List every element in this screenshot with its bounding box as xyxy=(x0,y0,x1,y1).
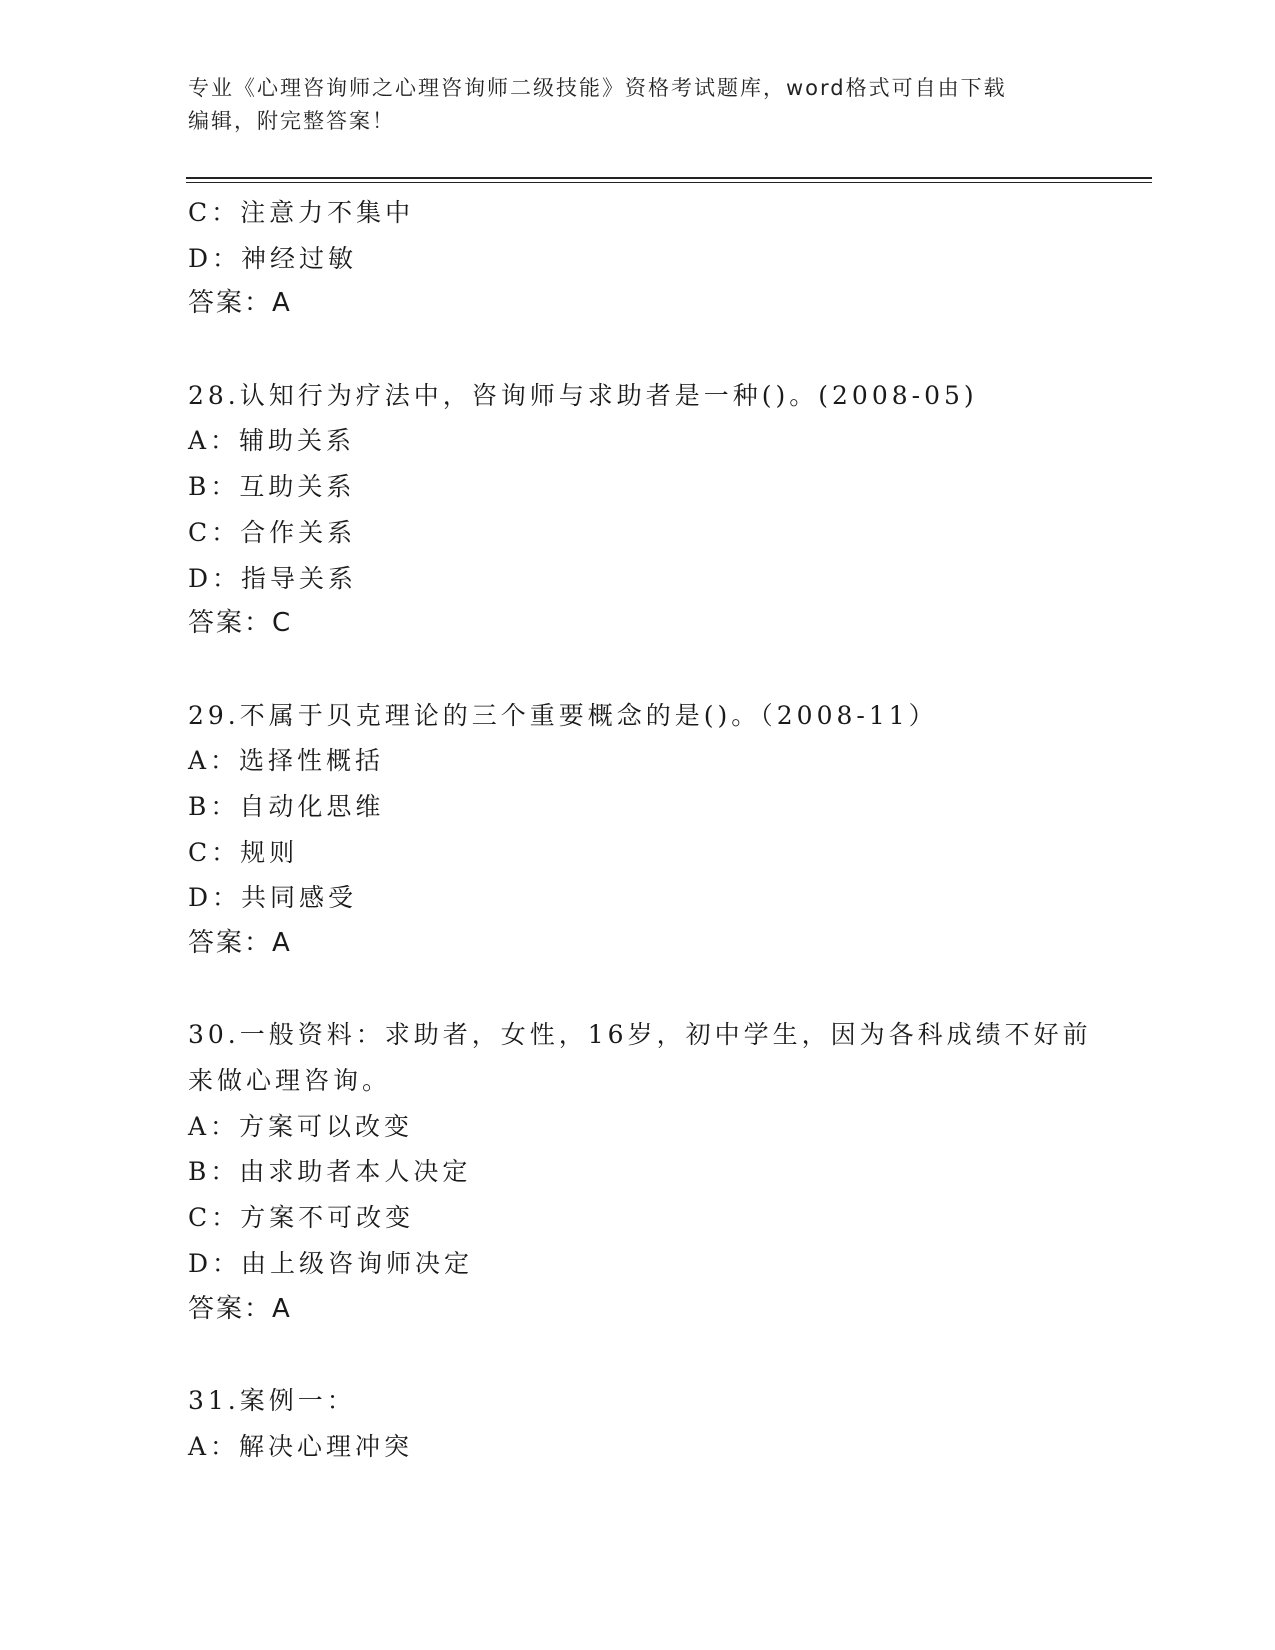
answer-label: 答案：A xyxy=(188,1293,292,1324)
question-31 xyxy=(188,1378,1088,1469)
answer-label: 答案：A xyxy=(188,928,292,958)
option-a: A：辅助关系 xyxy=(188,426,356,456)
question-29 xyxy=(188,693,1088,967)
header-line-2: 编辑，附完整答案！ xyxy=(188,109,395,133)
question-stem: 28.认知行为疗法中，咨询师与求助者是一种()。(2008-05) xyxy=(188,380,978,410)
option-c: C：规则 xyxy=(188,837,299,867)
spacer xyxy=(188,967,1088,1013)
option-a: A：方案可以改变 xyxy=(188,1111,414,1141)
document-header xyxy=(188,72,1068,138)
option-b: B：由求助者本人决定 xyxy=(188,1157,472,1187)
option-c: C：注意力不集中 xyxy=(188,198,415,227)
header-divider-thick xyxy=(186,177,1152,179)
question-28 xyxy=(188,373,1088,647)
question-stem: 31.案例一： xyxy=(188,1385,356,1415)
question-stem-line-1: 30.一般资料：求助者，女性，16岁，初中学生，因为各科成绩不好前 xyxy=(188,1020,1092,1050)
question-30 xyxy=(188,1012,1092,1332)
answer-label: 答案：A xyxy=(188,288,292,319)
option-a: A：选择性概括 xyxy=(188,746,385,776)
option-b: B：互助关系 xyxy=(188,472,356,502)
question-27-continued xyxy=(188,190,1088,327)
option-d: D：共同感受 xyxy=(188,883,358,913)
header-line-1: 专业《心理咨询师之心理咨询师二级技能》资格考试题库，word格式可自由下载 xyxy=(188,76,1007,100)
answer-label: 答案：C xyxy=(188,608,293,639)
spacer xyxy=(188,647,1088,693)
option-c: C：方案不可改变 xyxy=(188,1203,415,1233)
header-divider-thin xyxy=(186,182,1152,183)
spacer xyxy=(188,1332,1088,1378)
option-b: B：自动化思维 xyxy=(188,791,385,821)
option-d: D：神经过敏 xyxy=(188,243,358,273)
option-a: A：解决心理冲突 xyxy=(188,1431,414,1461)
question-list xyxy=(188,190,1092,1469)
option-d: D：指导关系 xyxy=(188,563,358,593)
question-stem: 29.不属于贝克理论的三个重要概念的是()。（2008-11） xyxy=(188,700,938,730)
option-d: D：由上级咨询师决定 xyxy=(188,1248,474,1278)
option-c: C：合作关系 xyxy=(188,517,357,547)
spacer xyxy=(188,327,1088,373)
question-stem-line-2: 来做心理咨询。 xyxy=(188,1066,392,1096)
